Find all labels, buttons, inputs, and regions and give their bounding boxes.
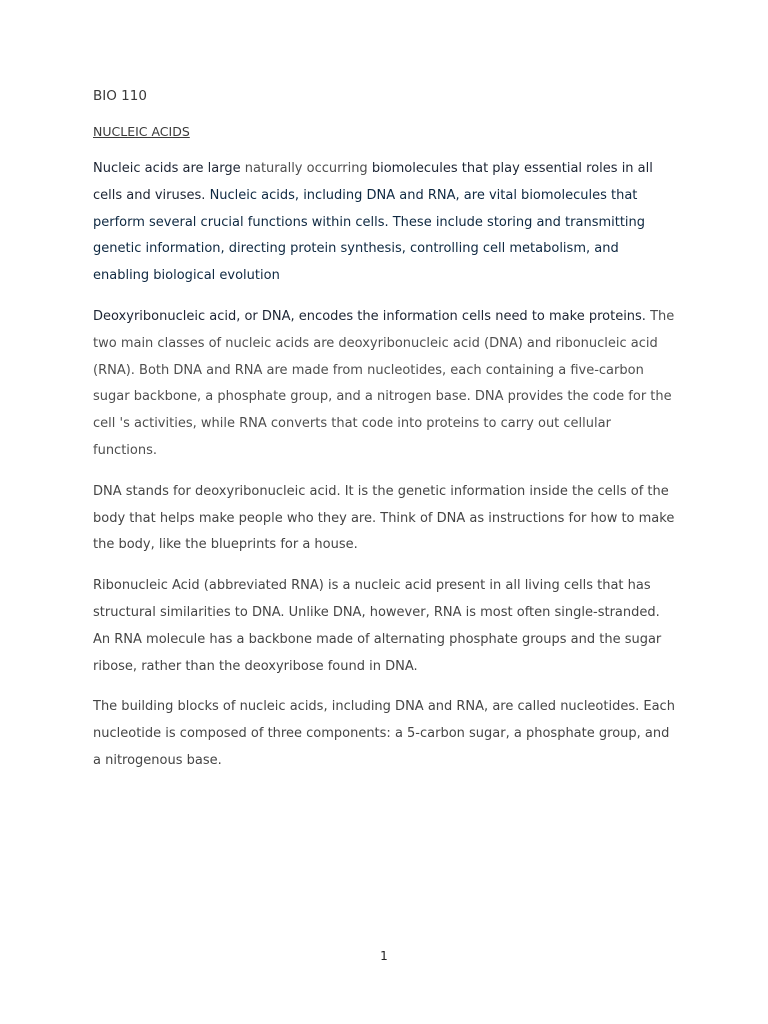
paragraph-dna-definition: DNA stands for deoxyribonucleic acid. It is the genetic information inside the cells of the body that helps make people who they are. Think of DNA as instructions for how to make the body, like the blueprints for a house. bbox=[93, 483, 675, 553]
text-run: naturally occurring bbox=[244, 161, 372, 176]
text-run: Nucleic acids are large bbox=[93, 161, 245, 176]
text-run: Deoxyribonucleic acid, or DNA, encodes the information cells need to make proteins. bbox=[93, 308, 651, 324]
page-number: 1 bbox=[380, 949, 388, 963]
paragraph-dna-rna-classes bbox=[93, 304, 675, 465]
paragraph-nucleotides: The building blocks of nucleic acids, including DNA and RNA, are called nucleotides. Each nucleotide is composed of three components: a 5-carbon sugar, a phosphate group, and a nitrogenous base. bbox=[93, 699, 675, 768]
text-run: The two main classes of nucleic acids are deoxyribonucleic acid (DNA) and ribonucleic acid (RNA). Both DNA and RNA are made from nucleotides, each containing a five-carbon sugar backbone, a phosphate group, and a nitrogen base. DNA provides the code for the cell 's activities, while RNA converts that code into proteins to carry out cellular functions. bbox=[93, 308, 675, 458]
paragraph-rna-definition: Ribonucleic Acid (abbreviated RNA) is a nucleic acid present in all living cells that has structural similarities to DNA. Unlike DNA, however, RNA is most often single-stranded. An RNA molecule has a backbone made of alternating phosphate groups and the sugar ribose, rather than the deoxyribose found in DNA. bbox=[93, 578, 662, 674]
page-content bbox=[93, 86, 675, 775]
text-run: biomolecules that play essential roles in all cells and viruses. bbox=[93, 161, 653, 203]
section-title: NUCLEIC ACIDS bbox=[93, 124, 190, 139]
course-code-heading: BIO 110 bbox=[93, 88, 147, 104]
text-run: Nucleic acids, including DNA and RNA, are vital biomolecules that perform several crucial functions within cells. These include storing and transmitting genetic information, directing protein synthesis, controlling cell metabolism, and enabling biological evolution bbox=[93, 187, 646, 284]
paragraph-nucleic-acids-intro bbox=[93, 156, 675, 290]
